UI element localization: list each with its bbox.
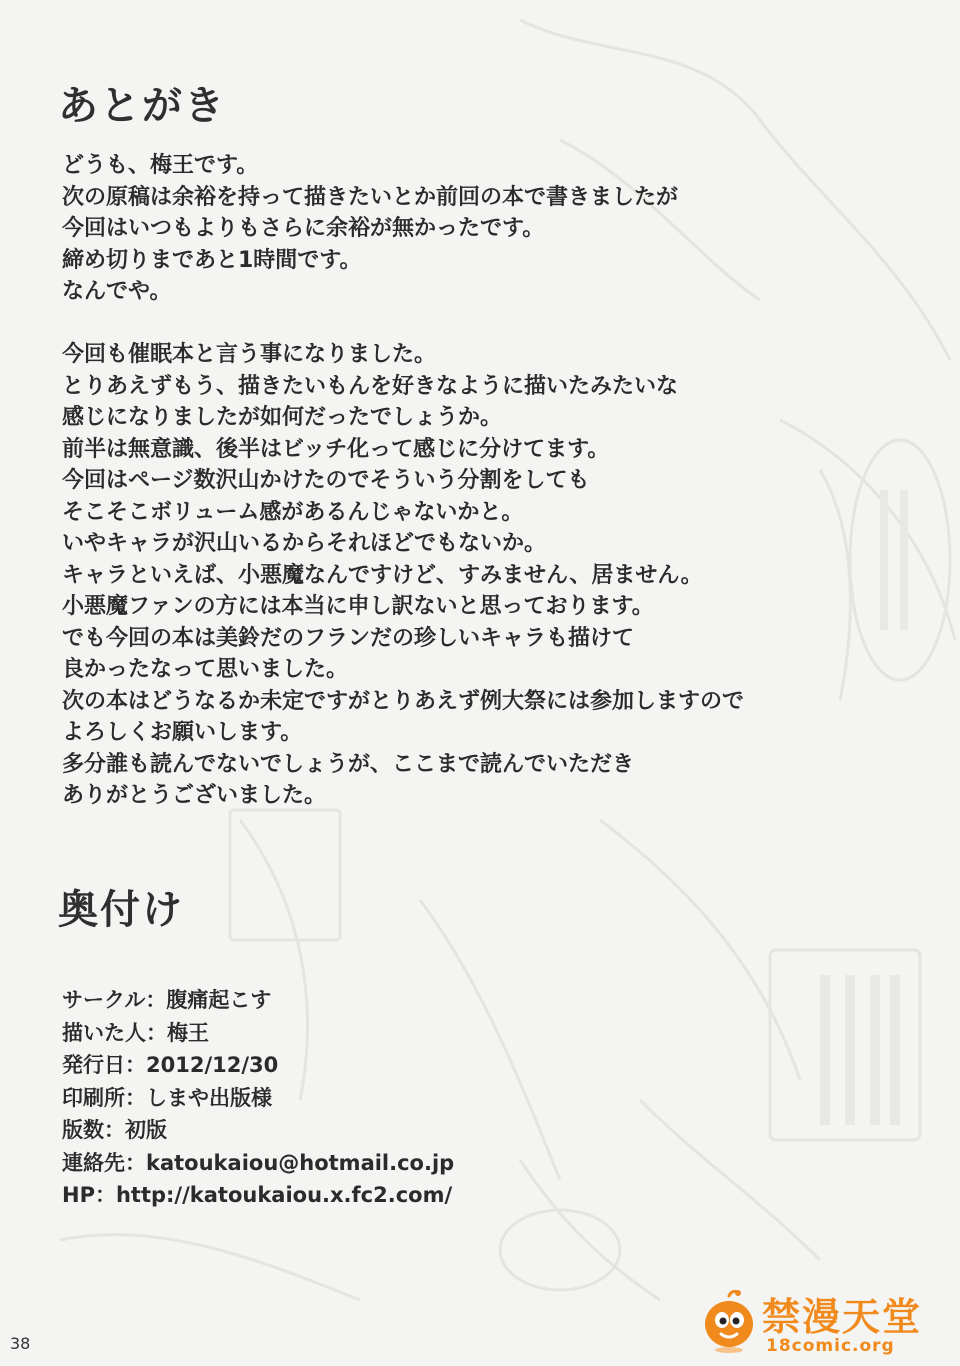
colophon-contact: 連絡先：katoukaiou@hotmail.co.jp xyxy=(62,1150,455,1175)
afterword-line xyxy=(62,308,922,340)
afterword-body xyxy=(62,150,922,812)
colophon-author: 描いた人：梅王 xyxy=(62,1020,209,1045)
afterword-line: でも今回の本は美鈴だのフランだの珍しいキャラも描けて xyxy=(62,625,635,651)
afterword-line: 今回も催眠本と言う事になりました。 xyxy=(62,342,437,367)
afterword-line: 今回はページ数沢山かけたのでそういう分割をしても xyxy=(62,468,590,493)
site-watermark xyxy=(700,1286,950,1362)
afterword-heading: あとがき xyxy=(58,83,226,129)
watermark-title: 禁漫天堂 xyxy=(762,1295,923,1339)
colophon-heading: 奥付け xyxy=(58,887,184,933)
afterword-line: なんでや。 xyxy=(62,279,172,304)
afterword-line: 小悪魔ファンの方には本当に申し訳ないと思っております。 xyxy=(62,594,654,619)
mascot-icon xyxy=(700,1290,758,1354)
colophon-list xyxy=(62,984,454,1212)
afterword-line: 良かったなって思いました。 xyxy=(62,657,349,682)
afterword-line: いやキャラが沢山いるからそれほどでもないか。 xyxy=(62,531,547,556)
afterword-line: 締め切りまであと1時間です。 xyxy=(62,247,362,273)
afterword-line: 次の本はどうなるか未定ですがとりあえず例大祭には参加しますので xyxy=(62,688,745,714)
afterword-line: 感じになりましたが如何だったでしょうか。 xyxy=(62,405,503,430)
afterword-line: どうも、梅王です。 xyxy=(62,153,259,178)
colophon-edition: 版数：初版 xyxy=(62,1118,167,1142)
afterword-line: とりあえずもう、描きたいもんを好きなように描いたみたいな xyxy=(62,373,679,399)
colophon-release-date: 発行日：2012/12/30 xyxy=(62,1053,279,1077)
afterword-line: 今回はいつもよりもさらに余裕が無かったです。 xyxy=(62,216,545,241)
colophon-printer: 印刷所：しまや出版様 xyxy=(62,1085,272,1110)
colophon-homepage: HP：http://katoukaiou.x.fc2.com/ xyxy=(62,1183,453,1207)
afterword-line: キャラといえば、小悪魔なんですけど、すみません、居ません。 xyxy=(62,562,703,588)
afterword-line: そこそこボリューム感があるんじゃないかと。 xyxy=(62,499,524,525)
page-number: 38 xyxy=(10,1334,31,1353)
afterword-line: 次の原稿は余裕を持って描きたいとか前回の本で書きましたが xyxy=(62,184,679,210)
afterword-line: 前半は無意識、後半はビッチ化って感じに分けてます。 xyxy=(62,436,610,462)
colophon-circle: サークル：腹痛起こす xyxy=(62,988,272,1012)
afterword-line: ありがとうございました。 xyxy=(62,783,327,808)
afterword-line: よろしくお願いします。 xyxy=(62,720,303,745)
watermark-url: 18comic.org xyxy=(766,1336,895,1356)
afterword-line: 多分誰も読んでないでしょうが、ここまで読んでいただき xyxy=(62,751,635,777)
